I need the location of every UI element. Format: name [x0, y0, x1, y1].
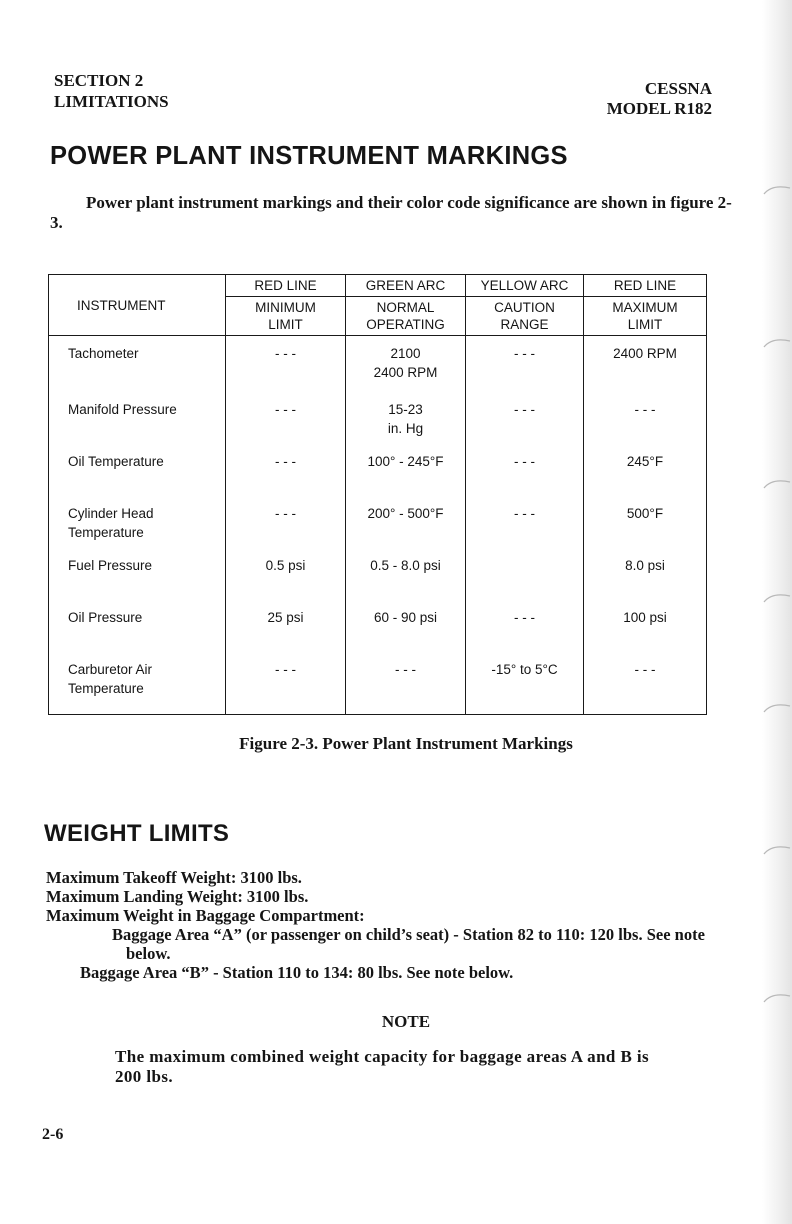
table-row — [49, 400, 707, 452]
table-row — [49, 504, 707, 556]
baggage-area-a: Baggage Area “A” (or passenger on child’s seat) - Station 82 to 110: 120 lbs. See note below. — [112, 925, 705, 963]
column-meaning-caution: CAUTION RANGE — [466, 297, 584, 336]
table-row — [49, 608, 707, 660]
column-header-green-arc: GREEN ARC — [346, 275, 466, 297]
figure-caption: Figure 2-3. Power Plant Instrument Markings — [239, 734, 573, 753]
red-line-min-value: - - - — [226, 660, 346, 715]
note-text: The maximum combined weight capacity for baggage areas A and B is 200 lbs. — [115, 1047, 649, 1086]
instrument-name: Oil Temperature — [49, 452, 226, 504]
weight-limits-heading: WEIGHT LIMITS — [44, 820, 230, 847]
section-number: SECTION 2 — [54, 71, 144, 90]
table-row — [49, 336, 707, 401]
red-line-min-value: - - - — [226, 336, 346, 401]
page-number: 2-6 — [42, 1126, 64, 1143]
column-header-red-line-max: RED LINE — [584, 275, 707, 297]
index-tab-mark — [762, 476, 792, 490]
red-line-max-value: - - - — [584, 660, 707, 715]
red-line-min-value: - - - — [226, 400, 346, 452]
green-arc-value: 15-23 in. Hg — [346, 400, 466, 452]
max-landing-weight: Maximum Landing Weight: 3100 lbs. — [46, 887, 309, 906]
yellow-arc-value — [466, 556, 584, 608]
yellow-arc-value: - - - — [466, 400, 584, 452]
max-takeoff-weight: Maximum Takeoff Weight: 3100 lbs. — [46, 868, 302, 887]
aircraft-model: MODEL R182 — [606, 99, 712, 118]
yellow-arc-value: - - - — [466, 608, 584, 660]
instrument-name: Carburetor Air Temperature — [49, 660, 226, 715]
yellow-arc-value: - - - — [466, 336, 584, 401]
index-tab-mark — [762, 335, 792, 349]
baggage-area-b: Baggage Area “B” - Station 110 to 134: 80 lbs. See note below. — [80, 963, 514, 982]
yellow-arc-value: - - - — [466, 504, 584, 556]
intro-text: Power plant instrument markings and their color code significance are shown in figure 2-3. — [50, 193, 732, 232]
index-tab-mark — [762, 182, 792, 196]
note-heading: NOTE — [381, 1012, 431, 1031]
instrument-name: Tachometer — [49, 336, 226, 401]
power-plant-heading: POWER PLANT INSTRUMENT MARKINGS — [50, 142, 568, 170]
table-row — [49, 452, 707, 504]
instrument-markings-table — [48, 274, 707, 715]
instrument-name: Cylinder Head Temperature — [49, 504, 226, 556]
yellow-arc-value: - - - — [466, 452, 584, 504]
section-name: LIMITATIONS — [54, 92, 169, 111]
red-line-max-value: 245°F — [584, 452, 707, 504]
index-tab-mark — [762, 842, 792, 856]
table-row — [49, 556, 707, 608]
max-baggage-weight: Maximum Weight in Baggage Compartment: — [46, 906, 365, 925]
aircraft-make: CESSNA — [644, 79, 712, 98]
instrument-name: Manifold Pressure — [49, 400, 226, 452]
green-arc-value: - - - — [346, 660, 466, 715]
red-line-min-value: - - - — [226, 452, 346, 504]
column-header-yellow-arc: YELLOW ARC — [466, 275, 584, 297]
red-line-max-value: 100 psi — [584, 608, 707, 660]
index-tab-mark — [762, 990, 792, 1004]
model-header — [607, 79, 712, 119]
weight-limits-list — [46, 868, 726, 982]
red-line-min-value: - - - — [226, 504, 346, 556]
green-arc-value: 60 - 90 psi — [346, 608, 466, 660]
red-line-max-value: 500°F — [584, 504, 707, 556]
red-line-min-value: 0.5 psi — [226, 556, 346, 608]
green-arc-value: 100° - 245°F — [346, 452, 466, 504]
table-row — [49, 660, 707, 715]
column-header-red-line-min: RED LINE — [226, 275, 346, 297]
green-arc-value: 200° - 500°F — [346, 504, 466, 556]
red-line-max-value: 2400 RPM — [584, 336, 707, 401]
column-meaning-min: MINIMUM LIMIT — [226, 297, 346, 336]
index-tab-mark — [762, 700, 792, 714]
red-line-min-value: 25 psi — [226, 608, 346, 660]
red-line-max-value: 8.0 psi — [584, 556, 707, 608]
green-arc-value: 0.5 - 8.0 psi — [346, 556, 466, 608]
intro-paragraph — [50, 193, 740, 233]
section-header — [54, 70, 169, 112]
column-header-instrument: INSTRUMENT — [49, 275, 226, 336]
column-meaning-max: MAXIMUM LIMIT — [584, 297, 707, 336]
instrument-name: Fuel Pressure — [49, 556, 226, 608]
instrument-name: Oil Pressure — [49, 608, 226, 660]
column-meaning-normal: NORMAL OPERATING — [346, 297, 466, 336]
index-tab-mark — [762, 590, 792, 604]
green-arc-value: 2100 2400 RPM — [346, 336, 466, 401]
red-line-max-value: - - - — [584, 400, 707, 452]
yellow-arc-value: -15° to 5°C — [466, 660, 584, 715]
